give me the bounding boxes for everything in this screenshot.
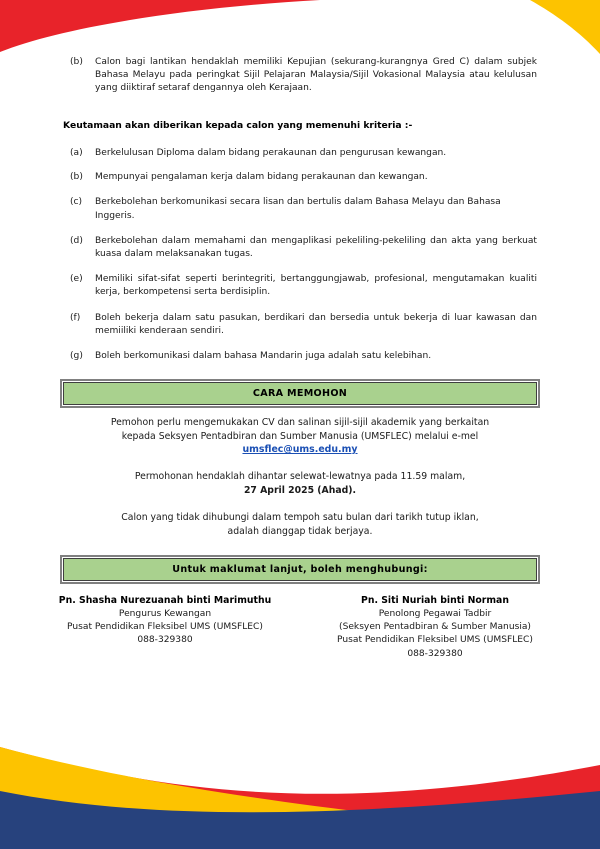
list-item-marker: (f)	[70, 312, 81, 323]
yellow-corner-shape	[530, 0, 600, 54]
email-link[interactable]: umsflec@ums.edu.my	[242, 444, 358, 456]
list-item-marker: (b)	[70, 172, 83, 183]
list-item	[63, 171, 537, 184]
criteria-list	[63, 147, 537, 363]
list-item-text: Berkebolehan dalam memahami dan mengaplikasi pekeliling-pekeliling dan akta yang berkuat kuasa dalam melaksanakan tugas.	[95, 235, 537, 260]
contact-unit: Pusat Pendidikan Fleksibel UMS (UMSFLEC)	[337, 635, 533, 646]
contact-section: (Seksyen Pentadbiran & Sumber Manusia)	[339, 622, 531, 633]
yellow-wave-shape	[0, 747, 600, 849]
list-item-text: Memiliki sifat-sifat seperti berintegriti, bertanggungjawab, profesional, mengutamakan kualiti kerja, berkompetensi serta berdisiplin.	[95, 274, 537, 298]
apply-line-2: kepada Seksyen Pentadbiran dan Sumber Manusia (UMSFLEC) melalui e-mel	[121, 430, 479, 442]
how-to-apply-banner	[63, 382, 537, 405]
contact-phone: 088-329380	[407, 648, 463, 659]
notice-line-1: Calon yang tidak dihubungi dalam tempoh satu bulan dari tarikh tutup iklan,	[121, 512, 479, 524]
criteria-heading	[63, 119, 537, 132]
contact-banner	[63, 558, 537, 581]
how-to-apply-paragraph	[63, 416, 537, 538]
apply-line-1: Pemohon perlu mengemukakan CV dan salinan sijil-sijil akademik yang berkaitan	[110, 417, 490, 428]
list-item	[63, 235, 537, 261]
list-item-text: Berkelulusan Diploma dalam bidang perakaunan dan pengurusan kewangan.	[95, 148, 447, 158]
top-decoration	[0, 0, 600, 60]
contact-position: Pengurus Kewangan	[118, 609, 212, 619]
list-item-text: Berkebolehan berkomunikasi secara lisan dan bertulis dalam Bahasa Melayu dan Bahasa Inggeris.	[95, 197, 501, 221]
list-item-text: Boleh bekerja dalam satu pasukan, berdikari dan bersedia untuk bekerja di luar kawasan dan memiiliki kenderaan sendiri.	[95, 312, 537, 336]
list-item	[63, 273, 537, 299]
list-item-text: Mempunyai pengalaman kerja dalam bidang perakaunan dan kewangan.	[95, 172, 428, 183]
list-item-marker: (d)	[70, 235, 83, 246]
deadline-line-2	[63, 484, 537, 498]
deadline-date: 27 April 2025 (Ahad).	[243, 484, 357, 496]
contact-banner-label: Untuk maklumat lanjut, boleh menghubungi:	[63, 558, 537, 581]
contact-list	[30, 594, 570, 661]
intro-paragraph	[63, 56, 537, 107]
list-item	[63, 196, 537, 222]
contact-name: Pn. Siti Nuriah binti Norman	[361, 595, 509, 606]
navy-wave-shape	[0, 791, 600, 849]
list-item-text: Boleh berkomunikasi dalam bahasa Mandarin juga adalah satu kelebihan.	[95, 351, 432, 362]
contact-unit: Pusat Pendidikan Fleksibel UMS (UMSFLEC)	[67, 622, 263, 633]
how-to-apply-banner-label: CARA MEMOHON	[63, 382, 537, 405]
contact-person	[30, 594, 300, 661]
list-item-marker: (b)	[70, 57, 83, 67]
contact-name: Pn. Shasha Nurezuanah binti Marimuthu	[58, 595, 272, 606]
list-item	[63, 350, 537, 363]
list-item	[63, 312, 537, 338]
deadline-line-1: Permohonan hendaklah dihantar selewat-lewatnya pada 11.59 malam,	[134, 471, 466, 483]
list-item	[63, 56, 537, 96]
list-item-text: Calon bagi lantikan hendaklah memiliki Kepujian (sekurang-kurangnya Gred C) dalam subjek Bahasa Melayu pada peringkat Sijil Pelajaran Malaysia/Sijil Vokasional Malaysia atau kelulusan yang diiktiraf setaraf dengannya oleh Kerajaan.	[95, 57, 537, 94]
criteria-heading-text: Keutamaan akan diberikan kepada calon yang memenuhi kriteria :-	[63, 120, 413, 131]
list-item-marker: (e)	[70, 274, 83, 285]
list-item-marker: (g)	[70, 351, 83, 362]
red-wave-shape	[0, 747, 600, 849]
contact-position: Penolong Pegawai Tadbir	[378, 609, 492, 619]
contact-phone: 088-329380	[137, 635, 193, 646]
red-corner-shape	[0, 0, 320, 52]
top-decoration-svg	[0, 0, 600, 60]
bottom-decoration-svg	[0, 729, 600, 849]
notice-line-2: adalah dianggap tidak berjaya.	[227, 525, 373, 537]
bottom-decoration	[0, 729, 600, 849]
list-item-marker: (a)	[70, 148, 83, 158]
list-item	[63, 147, 537, 160]
list-item-marker: (c)	[70, 197, 83, 208]
contact-person	[300, 594, 570, 661]
spacer	[63, 457, 537, 471]
spacer	[63, 498, 537, 512]
apply-email-row	[63, 443, 537, 457]
